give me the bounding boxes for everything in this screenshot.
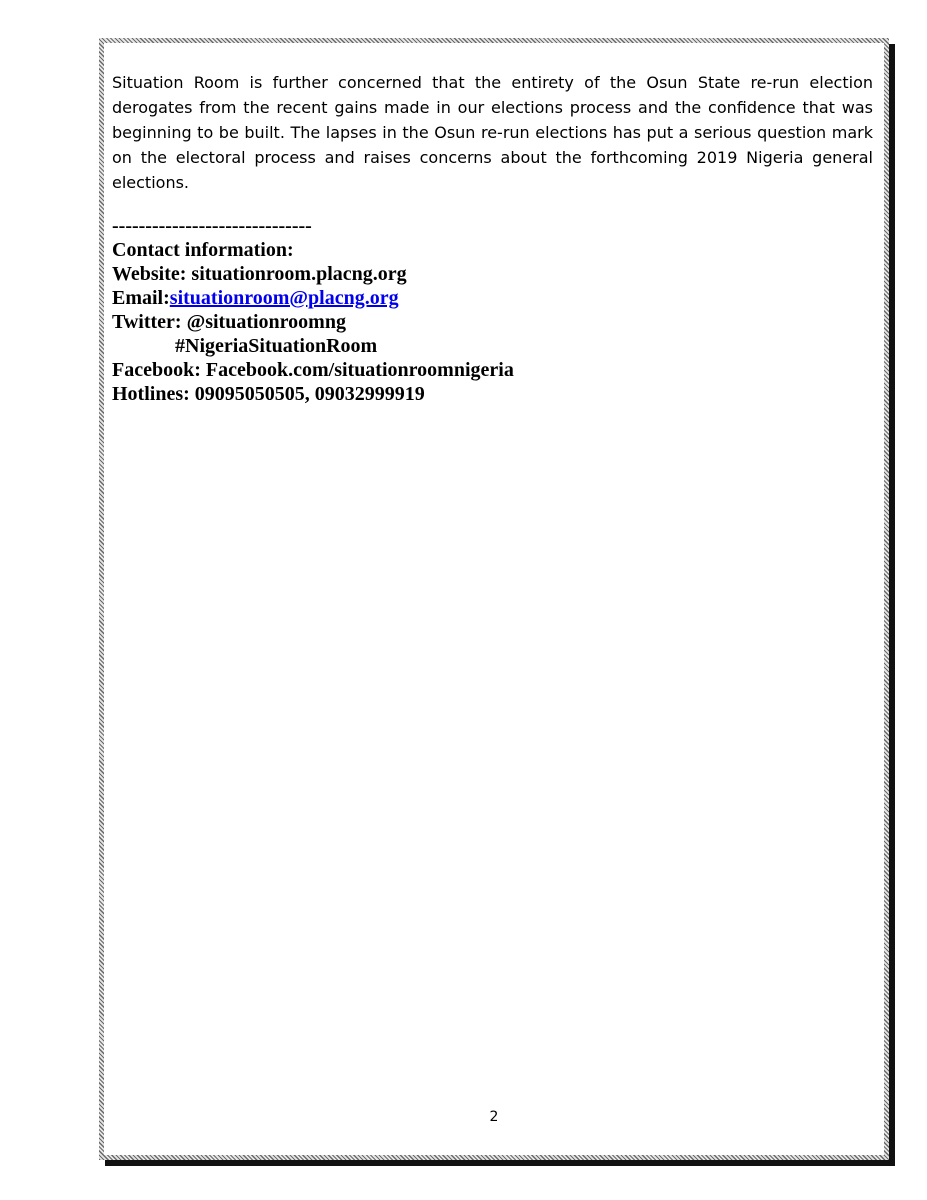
page-frame [99, 38, 889, 1160]
contact-separator: ------------------------------ [112, 215, 312, 237]
contact-block [112, 214, 873, 406]
contact-hashtag: #NigeriaSituationRoom [175, 335, 378, 357]
contact-email-line [112, 286, 873, 310]
page-number: 2 [489, 1109, 499, 1125]
email-link[interactable]: situationroom@placng.org [169, 287, 399, 309]
contact-twitter: Twitter: @situationroomng [112, 311, 346, 333]
contact-facebook: Facebook: Facebook.com/situationroomnigeria [112, 359, 514, 381]
contact-hotlines: Hotlines: 09095050505, 09032999919 [112, 383, 425, 405]
body-paragraph: Situation Room is further concerned that the entirety of the Osun State re-run election derogates from the recent gains made in our elections process and the confidence that was beginning to be built. The lapses in the Osun re-run elections has put a serious question mark on the electoral process and raises concerns about the forthcoming 2019 Nigeria general elections. [112, 73, 873, 192]
email-label: Email: [112, 287, 170, 309]
contact-website: Website: situationroom.placng.org [112, 263, 407, 285]
page-content [112, 70, 873, 406]
contact-heading: Contact information: [112, 239, 294, 261]
